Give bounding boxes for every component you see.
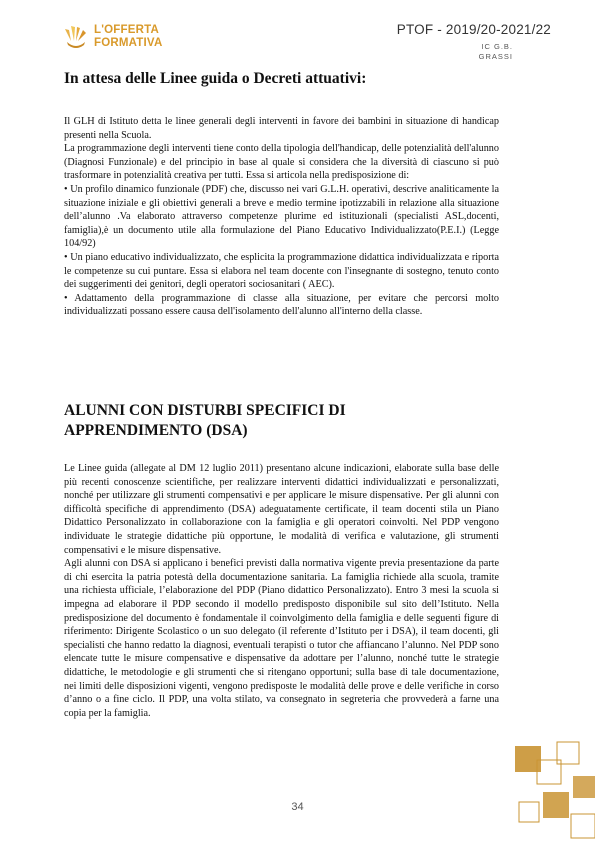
logo-line1: L'OFFERTA	[94, 24, 160, 36]
paragraph: La programmazione degli interventi tiene conto della tipologia dell'handicap, delle potenzialità dell'alunno (Diagnosi Funzionale) e del principio in base al quale si considera che la diversità di ciascuno si può trasformare in potenzialità creativa per tutti. Essa si articola nella predisposizione di:	[64, 143, 499, 182]
logo-line2: FORMATIVA	[94, 37, 163, 49]
decorative-squares	[503, 740, 595, 842]
logo-text	[94, 24, 214, 50]
bullet-paragraph: • Un profilo dinamico funzionale (PDF) che, discusso nei vari G.L.H. operativi, descrive analiticamente la situazione iniziale e gli obiettivi generali a breve e medio termine ipotizzabili in relazione alla situazione dell’alunno .Va elaborato attraverso competenze plurime ed istituzionali (specialisti ASL,docenti, famiglia),è un documento utile alla formulazione del Piano Educativo Individualizzato(P.E.I.) (Legge 104/92)	[64, 183, 499, 250]
section2-body	[64, 462, 499, 720]
document-title: PTOF - 2019/20-2021/22	[396, 22, 551, 37]
paragraph: Il GLH di Istituto detta le linee generali degli interventi in favore dei bambini in situazione di handicap presenti nella Scuola.	[64, 116, 499, 141]
bullet-paragraph: • Adattamento della programmazione di classe alla situazione, per evitare che percorsi molto individualizzati possano essere causa dell'isolamento dell'alunno all'interno della classe.	[64, 292, 499, 318]
hands-logo-icon	[62, 24, 90, 50]
bullet-paragraph: • Un piano educativo individualizzato, che esplicita la programmazione didattica individualizzata e riporta le competenze su cui puntare. Essa si elabora nel team docente con l'insegnante di sostegno, tenuto conto dei suggerimenti dei genitori, degli operatori sociosanitari ( AEC).	[64, 251, 499, 291]
page-number: 34	[291, 801, 304, 813]
section1-body	[64, 115, 499, 319]
section1-heading: In attesa delle Linee guida o Decreti attuativi:	[64, 70, 367, 87]
paragraph: Le Linee guida (allegate al DM 12 luglio 2011) presentano alcune indicazioni, elaborate sulla base delle più recenti conoscenze scientifiche, per realizzare interventi didattici individualizzati e personalizzati, nonché per utilizzare gli strumenti compensativi e per applicare le misure dispensative. Per gli alunni con difficoltà specifiche di apprendimento (DSA) adeguatamente certificate, il team docenti stila un Piano Didattico Personalizzato in collaborazione con la famiglia e gli operatori coinvolti. Nel PDP vengono individuate le strategie didattiche più opportune, le modalità di verifica e valutazione, gli strumenti compensativi e le misure dispensative.	[64, 463, 499, 556]
paragraph: Agli alunni con DSA si applicano i benefici previsti dalla normativa vigente previa presentazione da parte di chi esercita la patria potestà della documentazione sanitaria. La famiglia richiede alla scuola, tramite una richiesta ufficiale, l’elaborazione del PDP (Piano didattico Personalizzato). Entro 3 mesi la scuola si impegna ad elaborare il PDP secondo il modello predisposto disponibile sul sito dell’Istituto. Nella predisposizione del documento è fondamentale il coinvolgimento della famiglia e delle seguenti figure di riferimento: Dirigente Scolastico o un suo delegato (il referente d’Istituto per i DSA), il team docenti, gli specialisti che hanno redatto la diagnosi, eventuali terapisti o tutor che affiancano l’alunno. Nel PDP sono elencate tutte le misure compensative e dispensative da adottare per l’alunno, nonché tutte le strategie didattiche, le metodologie e gli strumenti che si ritengano opportuni; sulla base di tale documentazione, nei limiti delle disposizioni vigenti, vengono predisposte le modalità delle prove e delle verifiche in corso d’anno o a fine ciclo. Il PDP, una volta stilato, va consegnato in segreteria che provvederà a farne una copia per la famiglia.	[64, 558, 499, 719]
section2-heading: ALUNNI CON DISTURBI SPECIFICI DI APPRENDIMENTO (DSA)	[64, 402, 346, 439]
school-name: IC G.B. GRASSI	[478, 42, 513, 61]
